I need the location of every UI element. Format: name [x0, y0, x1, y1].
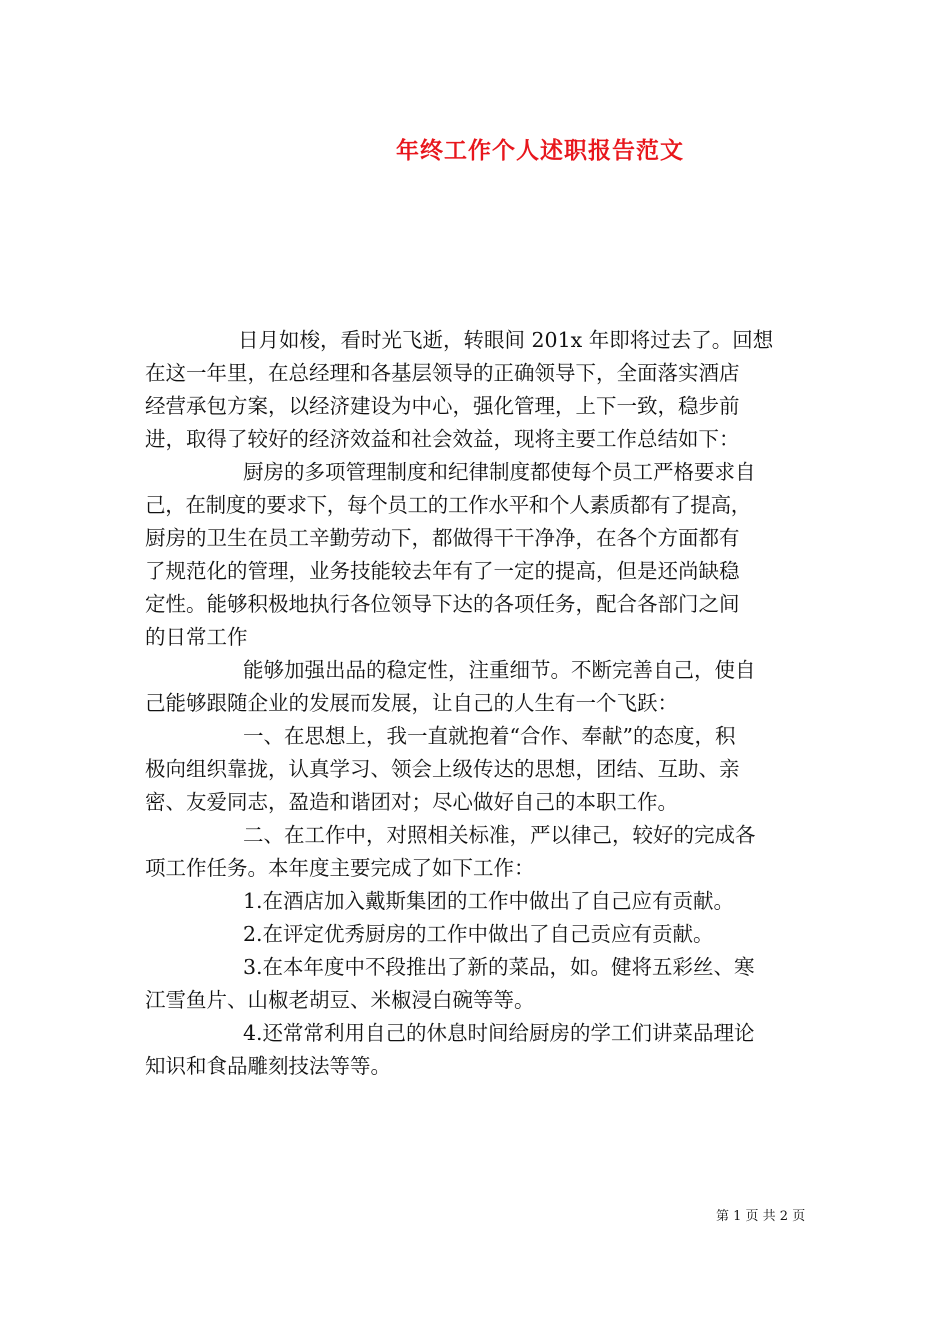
document-body: [145, 324, 815, 1083]
text-line: 项工作任务。本年度主要完成了如下工作：: [145, 856, 535, 880]
document-title: 年终工作个人述职报告范文: [396, 137, 684, 164]
text-line: 在这一年里，在总经理和各基层领导的正确领导下，全面落实酒店: [145, 361, 740, 385]
list-item: 4.还常常利用自己的休息时间给厨房的学工们讲菜品理论: [243, 1021, 755, 1045]
text-line: 了规范化的管理，业务技能较去年有了一定的提高，但是还尚缺稳: [145, 559, 740, 583]
text-line: 经营承包方案，以经济建设为中心，强化管理，上下一致，稳步前: [145, 394, 740, 418]
text-line: 日月如梭，看时光飞逝，转眼间 201x 年即将过去了。回想: [238, 328, 774, 352]
text-line: 极向组织靠拢，认真学习、领会上级传达的思想，团结、互助、亲: [145, 757, 740, 781]
text-line: 定性。能够积极地执行各位领导下达的各项任务，配合各部门之间: [145, 592, 740, 616]
text-line: 一、在思想上，我一直就抱着“合作、奉献”的态度，积: [243, 724, 736, 748]
list-item: 3.在本年度中不段推出了新的菜品，如。健将五彩丝、寒: [243, 955, 755, 979]
text-line: 二、在工作中，对照相关标准，严以律己，较好的完成各: [243, 823, 756, 847]
text-line: 能够加强出品的稳定性，注重细节。不断完善自己，使自: [243, 658, 756, 682]
text-line: 江雪鱼片、山椒老胡豆、米椒浸白碗等等。: [145, 988, 535, 1012]
text-line: 进，取得了较好的经济效益和社会效益，现将主要工作总结如下：: [145, 427, 740, 451]
text-line: 厨房的卫生在员工辛勤劳动下，都做得干干净净，在各个方面都有: [145, 526, 740, 550]
text-line: 密、友爱同志，盈造和谐团对；尽心做好自己的本职工作。: [145, 790, 678, 814]
text-line: 己，在制度的要求下，每个员工的工作水平和个人素质都有了提高，: [145, 493, 751, 517]
text-line: 知识和食品雕刻技法等等。: [145, 1054, 391, 1078]
text-line: 己能够跟随企业的发展而发展，让自己的人生有一个飞跃：: [145, 691, 678, 715]
list-item: 2.在评定优秀厨房的工作中做出了自己贡应有贡献。: [243, 922, 714, 946]
text-line: 厨房的多项管理制度和纪律制度都使每个员工严格要求自: [243, 460, 756, 484]
page-number: 第 1 页 共 2 页: [716, 1209, 806, 1224]
list-item: 1.在酒店加入戴斯集团的工作中做出了自己应有贡献。: [243, 889, 735, 913]
text-line: 的日常工作: [145, 625, 248, 649]
